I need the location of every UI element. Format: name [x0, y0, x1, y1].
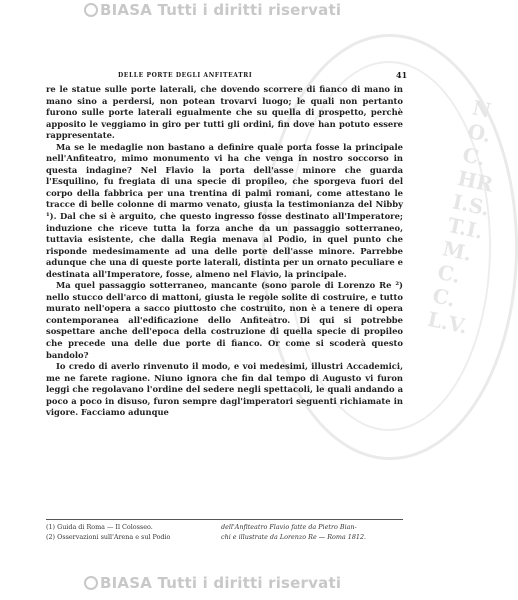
- paragraph: Io credo di averlo rinvenuto il modo, e voi medesimi, illustri Accademici, me ne farete ragione. Niuno ignora che fin dal tempo di Augusto vi furon leggi che regolavano l'ordine del sedere negli spettacoli, le quali andando a poco a poco in disuso, furon sempre dagl'imperatori seguenti richiamate in vigore. Facciamo adunque: [46, 361, 403, 418]
- biasa-logo-icon: [84, 3, 98, 17]
- footnote-row: [46, 523, 403, 533]
- page-number: 41: [396, 70, 408, 80]
- footnotes: [46, 523, 403, 542]
- footnote-left: (1) Guida di Roma — Il Colosseo.: [46, 523, 153, 531]
- watermark-top: [84, 1, 374, 19]
- paragraph: re le statue sulle porte laterali, che dovendo scorrere di fianco di mano in mano sino a perdersi, non potean trovarvi luogo; le quali non pertanto furono sulle porte laterali egualmente che su quella di prospetto, perchè apposito le veggiamo in giro per tutti gli ordini, fin dove han potuto essere rappresentate.: [46, 84, 403, 141]
- paragraph: Ma se le medaglie non bastano a definire quale porta fosse la principale nell'Anfiteatro, mimo monumento vi ha che venga in nostro soccorso in questa indagine? Nel Flavio la porta dell'asse minore che guarda l'Esquilino, fu fregiata di una specie di propileo, che sporgeva fuori del corpo della fabbrica per una trentina di palmi romani, come attestano le tracce di belle colonne di marmo venato, giusta la testimonianza del Nibby ¹). Dal che si è arguito, che questo ingresso fosse destinato all'Imperatore; induzione che riceve tutta la forza anche da un passaggio sotterraneo, tuttavia esistente, che dalla Regia menava al Podio, in quel punto che risponde medesimamente ad una delle porte dell'asse minore. Parrebbe adunque che una di queste porte laterali, distinta per un ornato peculiare e destinata all'Imperatore, fosse, almeno nel Flavio, la principale.: [46, 141, 403, 279]
- watermark-bottom: [84, 574, 374, 592]
- body-text: [46, 84, 403, 419]
- footnote-divider: [46, 519, 403, 520]
- footnote-row: [46, 533, 403, 543]
- footnote-right: dell'Anfiteatro Flavio fatte da Pietro Bian-: [221, 523, 357, 531]
- watermark-top-text: BIASA Tutti i diritti riservati: [100, 1, 342, 19]
- footnote-right: chi e illustrate da Lorenzo Re — Roma 1812.: [221, 532, 367, 541]
- footnote-left: (2) Osservazioni sull'Arena e sul Podio: [46, 532, 171, 541]
- paragraph: Ma quel passaggio sotterraneo, mancante (sono parole di Lorenzo Re ²) nello stucco dell'arco di mattoni, giusta le regole solite di costruire, e tutto murato nell'opera a sacco piuttosto che costruito, non è a tenere di opera contemporanea all'edificazione dello Anfiteatro. Di qui si potrebbe sospettare anche dell'epoca della costruzione di quella specie di propileo che precede una delle due porte di fianco. Or come si scoderà questo bandolo?: [46, 280, 403, 360]
- library-stamp-text: NO.C.HRI.S.T.I.M.C.C.L.V.: [425, 95, 496, 339]
- running-title: DELLE PORTE DEGLI ANFITEATRI: [118, 72, 253, 79]
- watermark-bottom-text: BIASA Tutti i diritti riservati: [100, 574, 342, 592]
- biasa-logo-icon: [84, 576, 98, 590]
